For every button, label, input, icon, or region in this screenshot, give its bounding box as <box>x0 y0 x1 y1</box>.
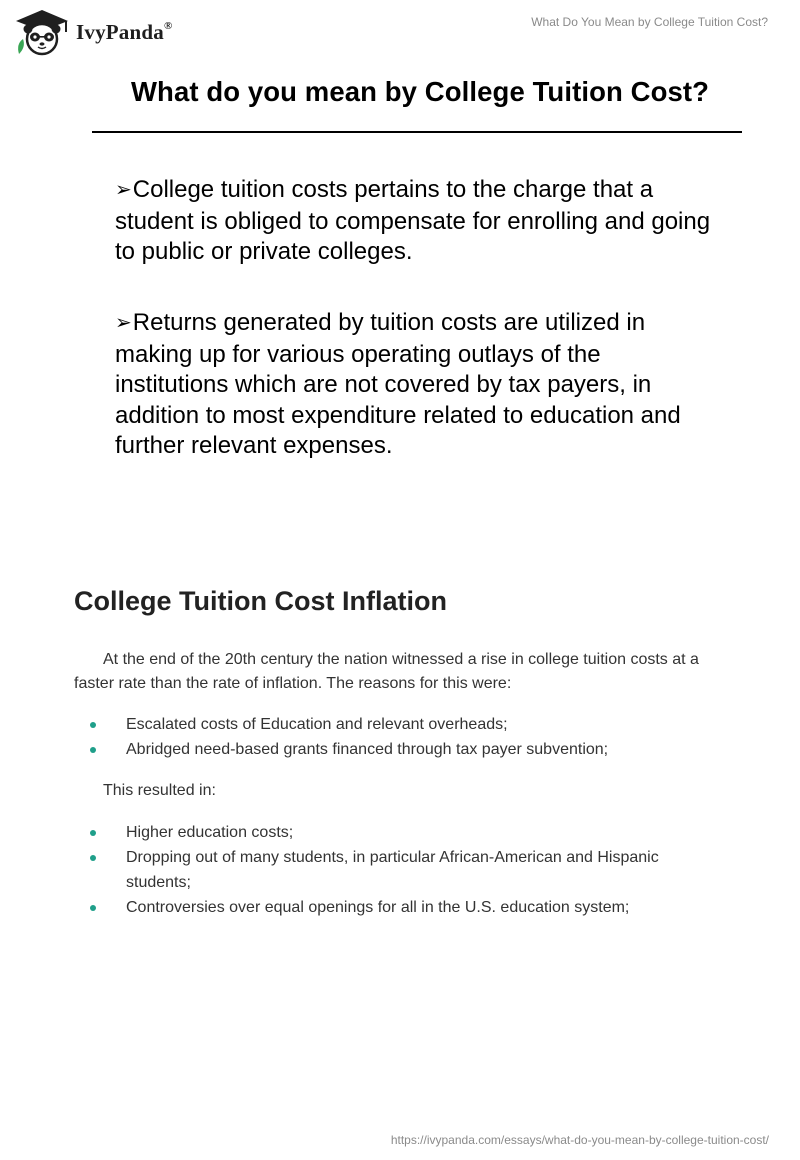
panda-graduate-icon <box>14 8 70 56</box>
list-item: Controversies over equal openings for all in the U.S. education system; <box>74 895 724 920</box>
source-url-link[interactable]: https://ivypanda.com/essays/what-do-you-mean-by-college-tuition-cost/ <box>390 1133 769 1147</box>
slide-point: ➢Returns generated by tuition costs are utilized in making up for various operating outlays of the institutions which are not covered by tax payers, in addition to most expenditure related to education and further relevant expenses. <box>115 309 681 459</box>
slide-point: ➢College tuition costs pertains to the charge that a student is obliged to compensate for enrolling and going to public or private colleges. <box>115 176 711 265</box>
intro-paragraph: At the end of the 20th century the nation witnessed a rise in college tuition costs at a faster rate than the rate of inflation. The reasons for this were: <box>74 651 699 692</box>
list-item: Escalated costs of Education and relevant overheads; <box>74 712 724 737</box>
bullet-dot-icon <box>90 747 96 753</box>
bullet-dot-icon <box>90 722 96 728</box>
bullet-dot-icon <box>90 830 96 836</box>
slide-image <box>90 70 742 490</box>
slide-title: What do you mean by College Tuition Cost? <box>130 76 710 107</box>
bullet-dot-icon <box>90 855 96 861</box>
bullet-dot-icon <box>90 905 96 911</box>
list-item: Abridged need-based grants financed through tax payer subvention; <box>74 737 724 762</box>
results-list <box>74 820 724 920</box>
reasons-list <box>74 712 724 762</box>
ivypanda-logo[interactable] <box>14 8 172 56</box>
result-intro: This resulted in: <box>103 782 216 799</box>
list-item: Dropping out of many students, in particular African-American and Hispanic students; <box>74 845 724 895</box>
logo-wordmark: IvyPanda® <box>76 19 173 44</box>
arrow-bullet-icon: ➢ <box>115 312 132 334</box>
arrow-bullet-icon: ➢ <box>115 179 132 201</box>
section-heading: College Tuition Cost Inflation <box>74 586 447 616</box>
list-item: Higher education costs; <box>74 820 724 845</box>
slide-title-rule <box>92 131 742 133</box>
document-title: What Do You Mean by College Tuition Cost? <box>531 15 768 29</box>
page-header <box>0 0 800 60</box>
